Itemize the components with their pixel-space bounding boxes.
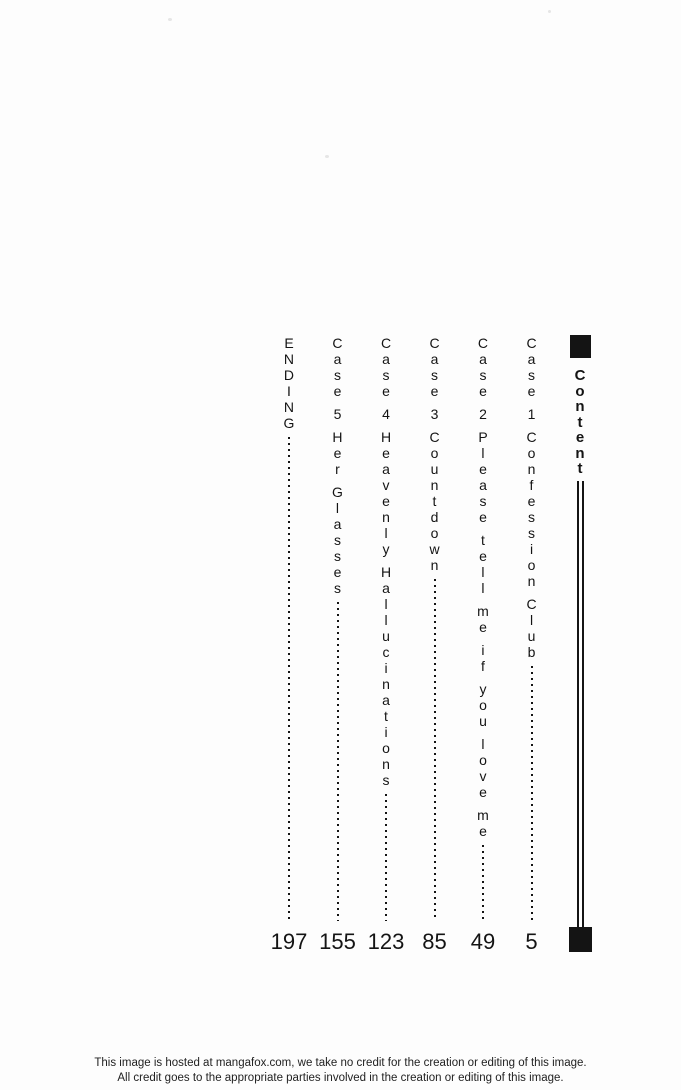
footer-line-2: All credit goes to the appropriate parties involved in the creation or editing of this image. (117, 1072, 564, 1084)
toc-entry-5 (316, 335, 360, 955)
toc-entry-title: C a s e 3 C o u n t d o w n (429, 335, 440, 573)
toc-entry-page-number: 5 (525, 929, 538, 954)
footer-line-1: This image is hosted at mangafox.com, we take no credit for the creation or editing of this image. (94, 1057, 587, 1069)
toc-entry-page-number: 155 (319, 929, 356, 954)
double-rule (577, 481, 584, 928)
toc-entry-3 (413, 335, 457, 955)
toc-entry-page-number: 85 (422, 929, 447, 954)
dotted-leader (434, 579, 436, 921)
toc-entry-page-number: 123 (367, 929, 405, 954)
dotted-leader (385, 794, 387, 921)
toc-entry-title: C a s e 4 H e a v e n l y H a l l u c i n a t i o n s (380, 335, 392, 788)
toc-entry-2 (461, 335, 505, 955)
dotted-leader (337, 602, 339, 921)
scan-artifact (168, 18, 172, 21)
content-title: C o n t e n t (574, 367, 586, 477)
dotted-leader (482, 845, 484, 921)
dotted-leader (531, 666, 533, 921)
top-square-ornament (570, 335, 591, 358)
content-header-column (558, 335, 602, 952)
scan-artifact (325, 155, 329, 158)
toc-entry-page-number: 49 (470, 929, 496, 954)
toc-entry-title: C a s e 1 C o n f e s s i o n C l u b (526, 335, 537, 660)
toc-entry-4 (364, 335, 408, 955)
toc-entry-title: C a s e 5 H e r G l a s s e s (332, 335, 343, 596)
hosting-credit-footer (0, 1056, 681, 1086)
toc-entry-page-number: 197 (270, 929, 308, 954)
scan-artifact (548, 10, 551, 13)
toc-entry-6 (267, 335, 311, 955)
dotted-leader (288, 437, 290, 921)
toc-entry-title: C a s e 2 P l e a s e t e l l m e i f y o u l o v e m e (477, 335, 489, 839)
bottom-square-ornament (569, 927, 592, 952)
toc-entry-1 (510, 335, 554, 955)
toc-entry-title: E N D I N G (283, 335, 295, 431)
